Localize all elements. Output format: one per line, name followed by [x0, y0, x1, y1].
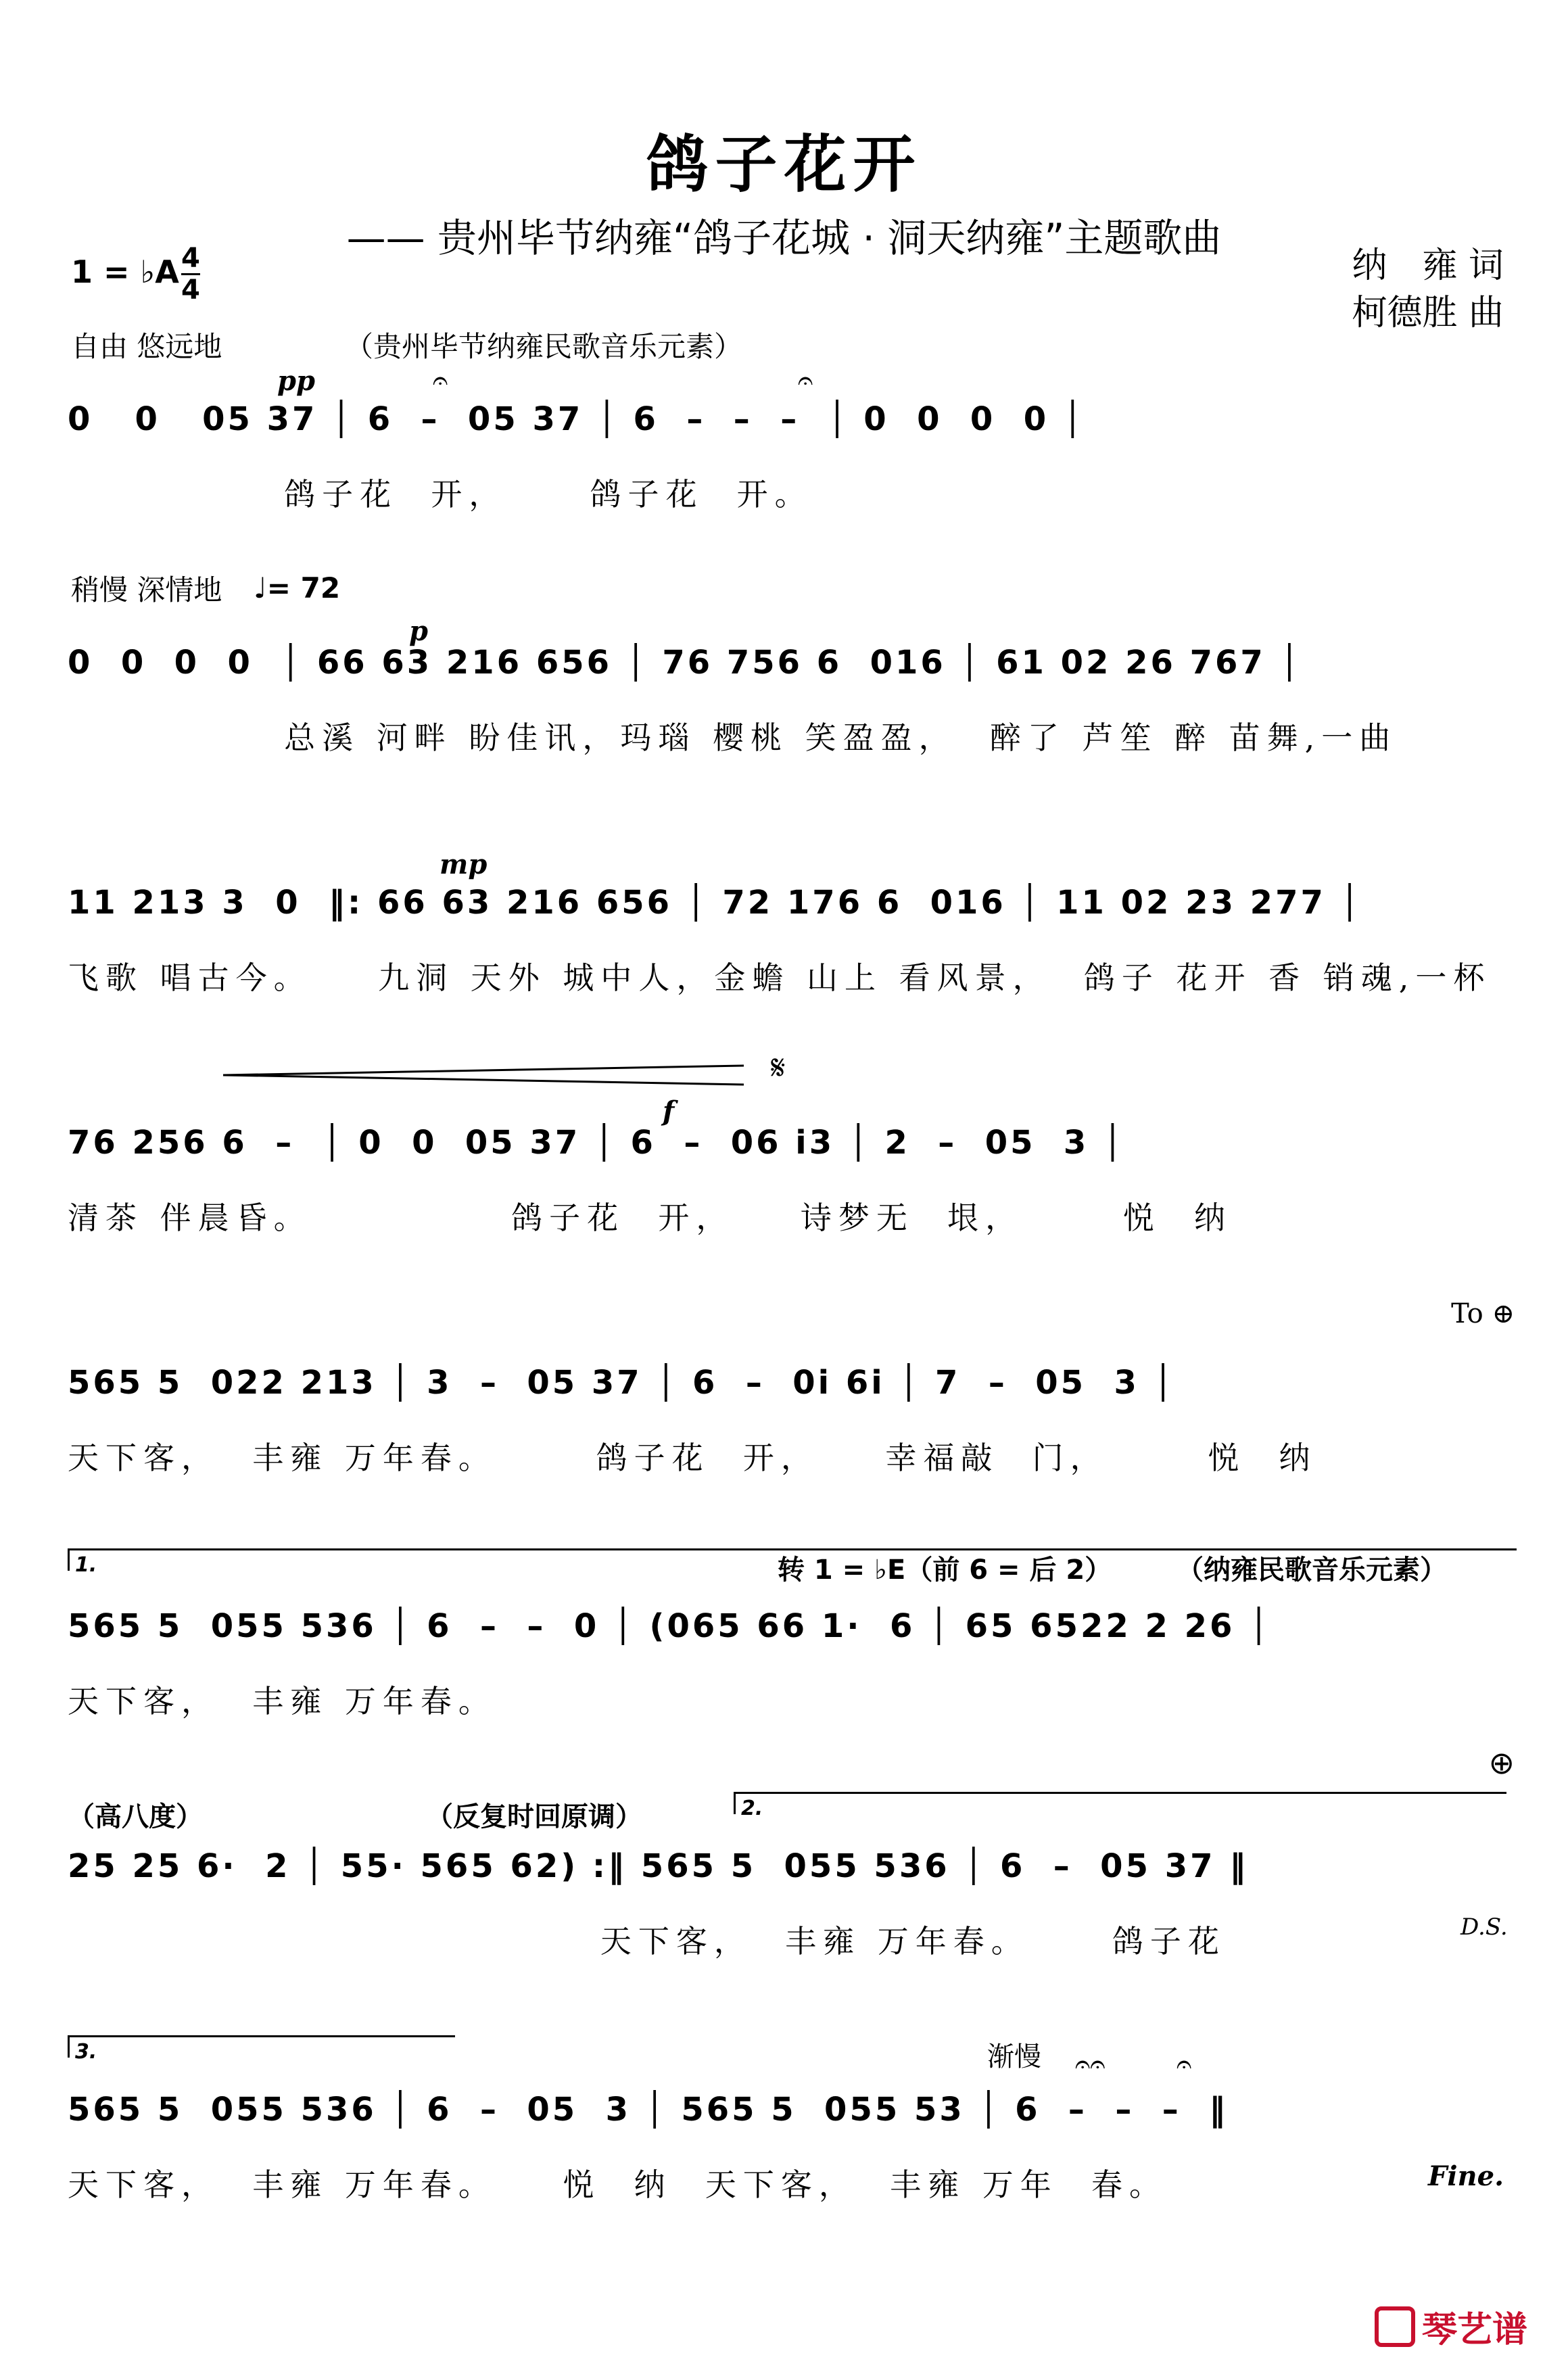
- system-4: [68, 1048, 1515, 1244]
- notation-line: 0 0 0 0 │ 66 63 216 656 │ 76 756 6 016 │ 61 02 26 767 │: [68, 644, 1302, 682]
- notation-line: 565 5 055 536 │ 6 – 05 3 │ 565 5 055 53 │ 6 – – – ‖: [68, 2091, 1229, 2129]
- dynamic-f: f: [663, 1095, 675, 1127]
- lyrics-line: 天下客， 丰雍 万年春。: [68, 1683, 496, 1719]
- system-7: [68, 1745, 1515, 1968]
- notation-line: 0 0 05 37 │ 6 – 05 37 │ 6 – – – │ 0 0 0 0 │: [68, 400, 1085, 438]
- to-coda-label: To ⊕: [1451, 1298, 1515, 1329]
- crescendo-hairpin: [68, 1062, 1515, 1089]
- coda-icon: ⊕: [1488, 1745, 1515, 1781]
- time-signature: [181, 243, 200, 305]
- lyrics-line: 总溪 河畔 盼佳讯，玛瑙 樱桃 笑盈盈， 醉了 芦笙 醉 苗舞,一曲: [68, 719, 1398, 756]
- logo-icon: [1375, 2306, 1415, 2347]
- folk-element-note: （纳雍民歌音乐元素）: [1177, 1555, 1447, 1586]
- system-5: [68, 1298, 1515, 1484]
- time-signature-top: 4: [181, 243, 200, 274]
- repeat-note: （反复时回原调）: [426, 1801, 642, 1832]
- notation-line: 11 213 3 0 ‖: 66 63 216 656 │ 72 176 6 016 │ 11 02 23 277 │: [68, 884, 1362, 922]
- intro-note: （贵州毕节纳雍民歌音乐元素）: [345, 330, 743, 363]
- score-title: 鸽子花开: [646, 128, 922, 201]
- lyrics-line: 鸽子花 开， 鸽子花 开。: [68, 476, 813, 513]
- system-3: [68, 849, 1515, 1004]
- fermata-icon: 𝄐𝄐: [1075, 2049, 1106, 2080]
- composer-credit: 柯德胜 曲: [1352, 293, 1504, 333]
- watermark-text: 琴艺谱: [1421, 2310, 1527, 2350]
- lyrics-line: 飞歌 唱古今。 九洞 天外 城中人，金蟾 山上 看风景， 鸽子 花开 香 销魂,一杯: [68, 959, 1492, 996]
- volta-3-label: 3.: [75, 2040, 97, 2064]
- dynamic-mp: mp: [439, 849, 488, 880]
- lyricist-credit: 纳 雍 词: [1352, 245, 1504, 286]
- volta-2-label: 2.: [741, 1797, 763, 1820]
- system-2: [68, 615, 1515, 764]
- score-subtitle: —— 贵州毕节纳雍“鸽子花城 · 洞天纳雍”主题歌曲: [346, 215, 1222, 261]
- ritardando-mark: 渐慢: [987, 2041, 1041, 2072]
- lyrics-line: 天下客， 丰雍 万年春。 鸽子花: [68, 1923, 1226, 1960]
- dynamic-pp: pp: [277, 365, 315, 397]
- fine-marking: Fine.: [1427, 2160, 1504, 2192]
- ds-marking: D.S.: [1460, 1914, 1508, 1941]
- octave-note: （高八度）: [68, 1801, 203, 1832]
- watermark-logo: [1375, 2301, 1527, 2352]
- time-signature-bottom: 4: [181, 275, 200, 306]
- notation-line: 25 25 6· 2 │ 55· 565 62) :‖ 565 5 055 536 │ 6 – 05 37 ‖: [68, 1847, 1249, 1885]
- system-8: [68, 2040, 1515, 2211]
- lyrics-line: 天下客， 丰雍 万年春。 悦 纳 天下客， 丰雍 万年 春。: [68, 2166, 1167, 2203]
- key-signature: 1 = ♭A: [71, 254, 179, 290]
- fermata-icon: 𝄐: [1177, 2049, 1192, 2080]
- verse-tempo: 稍慢 深情地: [71, 573, 222, 607]
- segno-icon: 𝄋: [771, 1048, 786, 1087]
- notation-line: 565 5 055 536 │ 6 – – 0 │ (065 66 1· 6 │ 65 6522 2 26 │: [68, 1607, 1271, 1645]
- metronome-mark: ♩= 72: [254, 571, 341, 604]
- notation-line: 76 256 6 – │ 0 0 05 37 │ 6 – 06 i3 │ 2 – 05 3 │: [68, 1124, 1125, 1162]
- system-6: [68, 1553, 1515, 1728]
- modulation-note: 转 1 = ♭E（前 6 = 后 2）: [778, 1555, 1112, 1586]
- intro-tempo: 自由 悠远地: [71, 330, 222, 363]
- fermata-icon: 𝄐: [798, 365, 813, 396]
- fermata-icon: 𝄐: [433, 365, 448, 396]
- system-1: [68, 365, 1515, 521]
- volta-2: [734, 1792, 1506, 1820]
- lyrics-line: 天下客， 丰雍 万年春。 鸽子花 开， 幸福敲 门， 悦 纳: [68, 1440, 1317, 1476]
- lyrics-line: 清茶 伴晨昏。 鸽子花 开， 诗梦无 垠， 悦 纳: [68, 1200, 1233, 1236]
- volta-3: [68, 2035, 455, 2064]
- notation-line: 565 5 022 213 │ 3 – 05 37 │ 6 – 0i 6i │ 7 – 05 3 │: [68, 1364, 1176, 1402]
- dynamic-p: p: [409, 615, 428, 647]
- volta-1-label: 1.: [75, 1553, 97, 1577]
